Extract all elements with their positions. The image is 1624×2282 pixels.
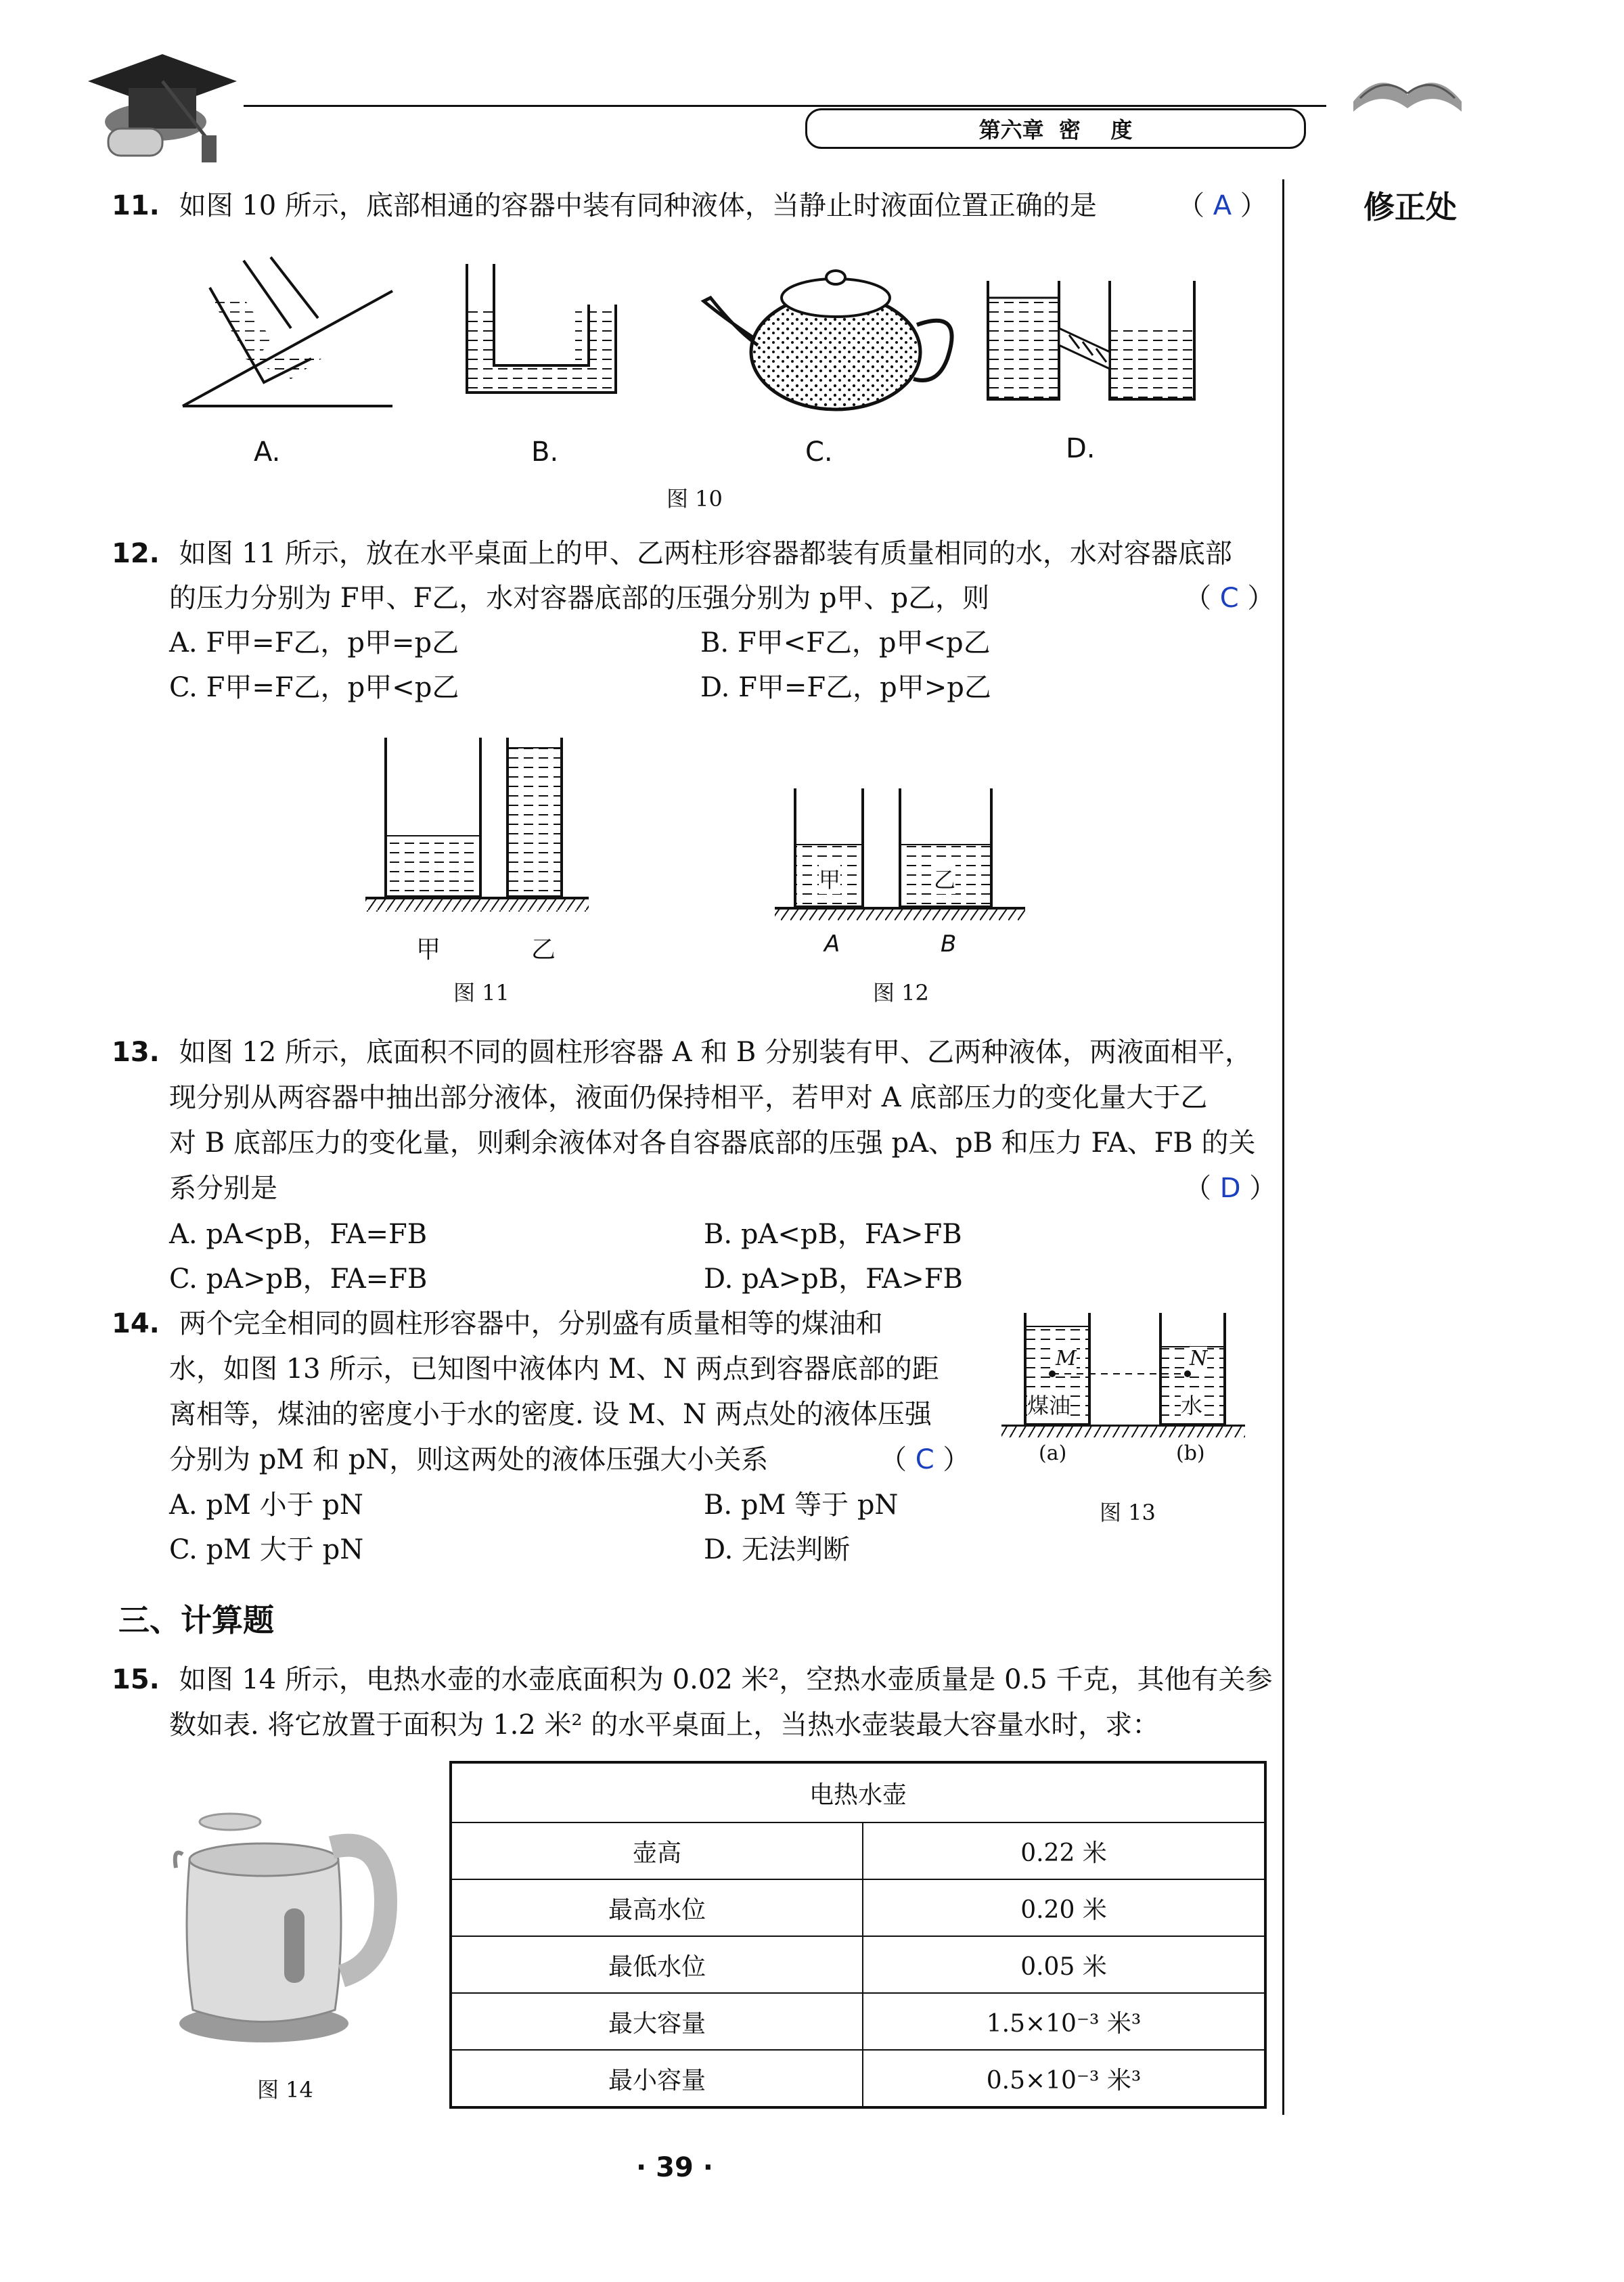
table-row <box>451 1822 1265 1879</box>
figure-10-option-a <box>183 257 392 406</box>
question-14-line-2: 水，如图 13 所示，已知图中液体内 M、N 两点到容器底部的距 <box>169 1353 939 1385</box>
table-cell-name: 最大容量 <box>451 1993 863 2050</box>
figure-10 <box>169 250 1218 426</box>
table-cell-name: 最高水位 <box>451 1879 863 1936</box>
figure-13-water-label: 水 <box>1181 1389 1202 1420</box>
question-12-line-2: 的压力分别为 F甲、F乙，水对容器底部的压强分别为 p甲、p乙，则 <box>169 583 990 614</box>
table-cell-value: 0.20 米 <box>863 1879 1265 1936</box>
figure-14-kettle-image <box>169 1807 399 2051</box>
table-cell-value: 0.22 米 <box>863 1822 1265 1879</box>
answer-box-11: （ A ） <box>1177 190 1267 221</box>
figure-10-option-d <box>988 281 1194 399</box>
figure-12 <box>771 785 1029 920</box>
figure-10-label-c: C. <box>805 437 833 468</box>
graduation-cap-icon <box>81 41 244 169</box>
question-text: 两个完全相同的圆柱形容器中，分别盛有质量相等的煤油和 <box>179 1308 883 1339</box>
question-13-line-2: 现分别从两容器中抽出部分液体，液面仍保持相平，若甲对 A 底部压力的变化量大于乙 <box>169 1082 1208 1113</box>
figure-13-point-m: M <box>1056 1347 1077 1370</box>
section-heading: 三、计算题 <box>118 1602 274 1638</box>
question-14-line-1 <box>112 1302 883 1345</box>
answer-box-14: （ C ） <box>880 1444 970 1475</box>
table-cell-name: 壶高 <box>451 1822 863 1879</box>
answer: A <box>1213 190 1232 221</box>
correction-column-title: 修正处 <box>1363 189 1457 225</box>
figure-13-label-b: (b) <box>1176 1441 1205 1465</box>
option-12-d: D. F甲=F乙，p甲>p乙 <box>700 672 991 703</box>
question-14-line-3: 离相等，煤油的密度小于水的密度. 设 M、N 两点处的液体压强 <box>169 1399 932 1430</box>
figure-10-label-b: B. <box>531 437 559 468</box>
question-number: 12. <box>112 538 160 569</box>
answer-box-12: （ C ） <box>1184 583 1275 614</box>
question-number: 13. <box>112 1037 160 1068</box>
table-row <box>451 2050 1265 2107</box>
answer: C <box>1219 583 1239 614</box>
figure-12-inner-jia: 甲 <box>819 863 840 894</box>
question-13-line-1 <box>112 1031 1252 1074</box>
question-text: 如图 12 所示，底面积不同的圆柱形容器 A 和 B 分别装有甲、乙两种液体，两液面相平， <box>179 1037 1253 1068</box>
figure-14-caption: 图 14 <box>257 2077 313 2103</box>
table-title: 电热水壶 <box>451 1762 1265 1822</box>
question-number: 15. <box>112 1664 160 1695</box>
option-14-a: A. pM 小于 pN <box>169 1490 363 1521</box>
table-cell-name: 最小容量 <box>451 2050 863 2107</box>
figure-10-caption: 图 10 <box>667 486 723 512</box>
table-cell-value: 1.5×10⁻³ 米³ <box>863 1993 1265 2050</box>
kettle-spec-table <box>449 1761 1267 2109</box>
question-15-line-2: 数如表. 将它放置于面积为 1.2 米² 的水平桌面上，当热水壶装最大容量水时，求： <box>169 1709 1160 1741</box>
figure-11-label-yi: 乙 <box>531 936 556 964</box>
answer: C <box>915 1444 934 1475</box>
chapter-header <box>805 108 1306 149</box>
option-13-c: C. pA>pB，FA=FB <box>169 1263 428 1295</box>
option-14-b: B. pM 等于 pN <box>704 1490 899 1521</box>
option-13-a: A. pA<pB，FA=FB <box>169 1219 428 1250</box>
option-13-b: B. pA<pB，FA>FB <box>704 1219 962 1250</box>
figure-13-kerosene-label: 煤油 <box>1027 1389 1070 1420</box>
figure-13-point-n: N <box>1190 1347 1208 1370</box>
table-row <box>451 1936 1265 1993</box>
question-text: 如图 11 所示，放在水平桌面上的甲、乙两柱形容器都装有质量相同的水，水对容器底部 <box>179 538 1232 569</box>
table-cell-value: 0.5×10⁻³ 米³ <box>863 2050 1265 2107</box>
figure-13-caption: 图 13 <box>1100 1500 1156 1525</box>
figure-12-inner-yi: 乙 <box>934 863 955 894</box>
question-13-line-4: 系分别是 <box>169 1173 277 1204</box>
chapter-title: 第六章 密 度 <box>978 117 1133 143</box>
table-row <box>451 1993 1265 2050</box>
option-12-b: B. F甲<F乙，p甲<p乙 <box>700 627 991 658</box>
figure-10-option-b <box>467 264 616 393</box>
figure-12-label-a: A <box>824 931 840 958</box>
answer: D <box>1219 1173 1241 1204</box>
table-cell-value: 0.05 米 <box>863 1936 1265 1993</box>
figure-10-option-c-teapot <box>704 271 952 409</box>
option-12-a: A. F甲=F乙，p甲=p乙 <box>169 627 459 658</box>
figure-12-caption: 图 12 <box>873 980 929 1006</box>
option-14-c: C. pM 大于 pN <box>169 1534 364 1565</box>
table-row <box>451 1879 1265 1936</box>
question-number: 14. <box>112 1308 160 1339</box>
question-text: 如图 10 所示，底部相通的容器中装有同种液体，当静止时液面位置正确的是 <box>179 190 1097 221</box>
figure-12-label-b: B <box>941 931 957 958</box>
table-title-row <box>451 1762 1265 1822</box>
answer-box-13: （ D ） <box>1184 1173 1277 1204</box>
figure-10-label-a: A. <box>254 437 281 468</box>
question-12-line-1 <box>112 532 1232 575</box>
figure-11-caption: 图 11 <box>453 980 510 1006</box>
figure-10-label-d: D. <box>1066 433 1096 464</box>
open-book-icon <box>1347 54 1468 115</box>
table-cell-name: 最低水位 <box>451 1936 863 1993</box>
figure-13 <box>995 1306 1252 1441</box>
option-14-d: D. 无法判断 <box>704 1534 851 1565</box>
question-11 <box>112 184 1097 227</box>
option-13-d: D. pA>pB，FA>FB <box>704 1263 963 1295</box>
question-number: 11. <box>112 190 160 221</box>
figure-11-label-jia: 甲 <box>416 936 441 964</box>
question-14-line-4: 分别为 pM 和 pN，则这两处的液体压强大小关系 <box>169 1444 769 1475</box>
figure-11 <box>359 734 595 924</box>
question-15-line-1 <box>112 1658 1272 1701</box>
figure-13-label-a: (a) <box>1039 1441 1067 1465</box>
question-text: 如图 14 所示，电热水壶的水壶底面积为 0.02 米²，空热水壶质量是 0.5 千克，其他有关参 <box>179 1664 1273 1695</box>
page-number: · 39 · <box>636 2152 713 2183</box>
question-13-line-3: 对 B 底部压力的变化量，则剩余液体对各自容器底部的压强 pA、pB 和压力 FA、FB 的关 <box>169 1127 1256 1159</box>
figure-13-ground-hatch <box>1001 1427 1245 1437</box>
option-12-c: C. F甲=F乙，p甲<p乙 <box>169 672 459 703</box>
